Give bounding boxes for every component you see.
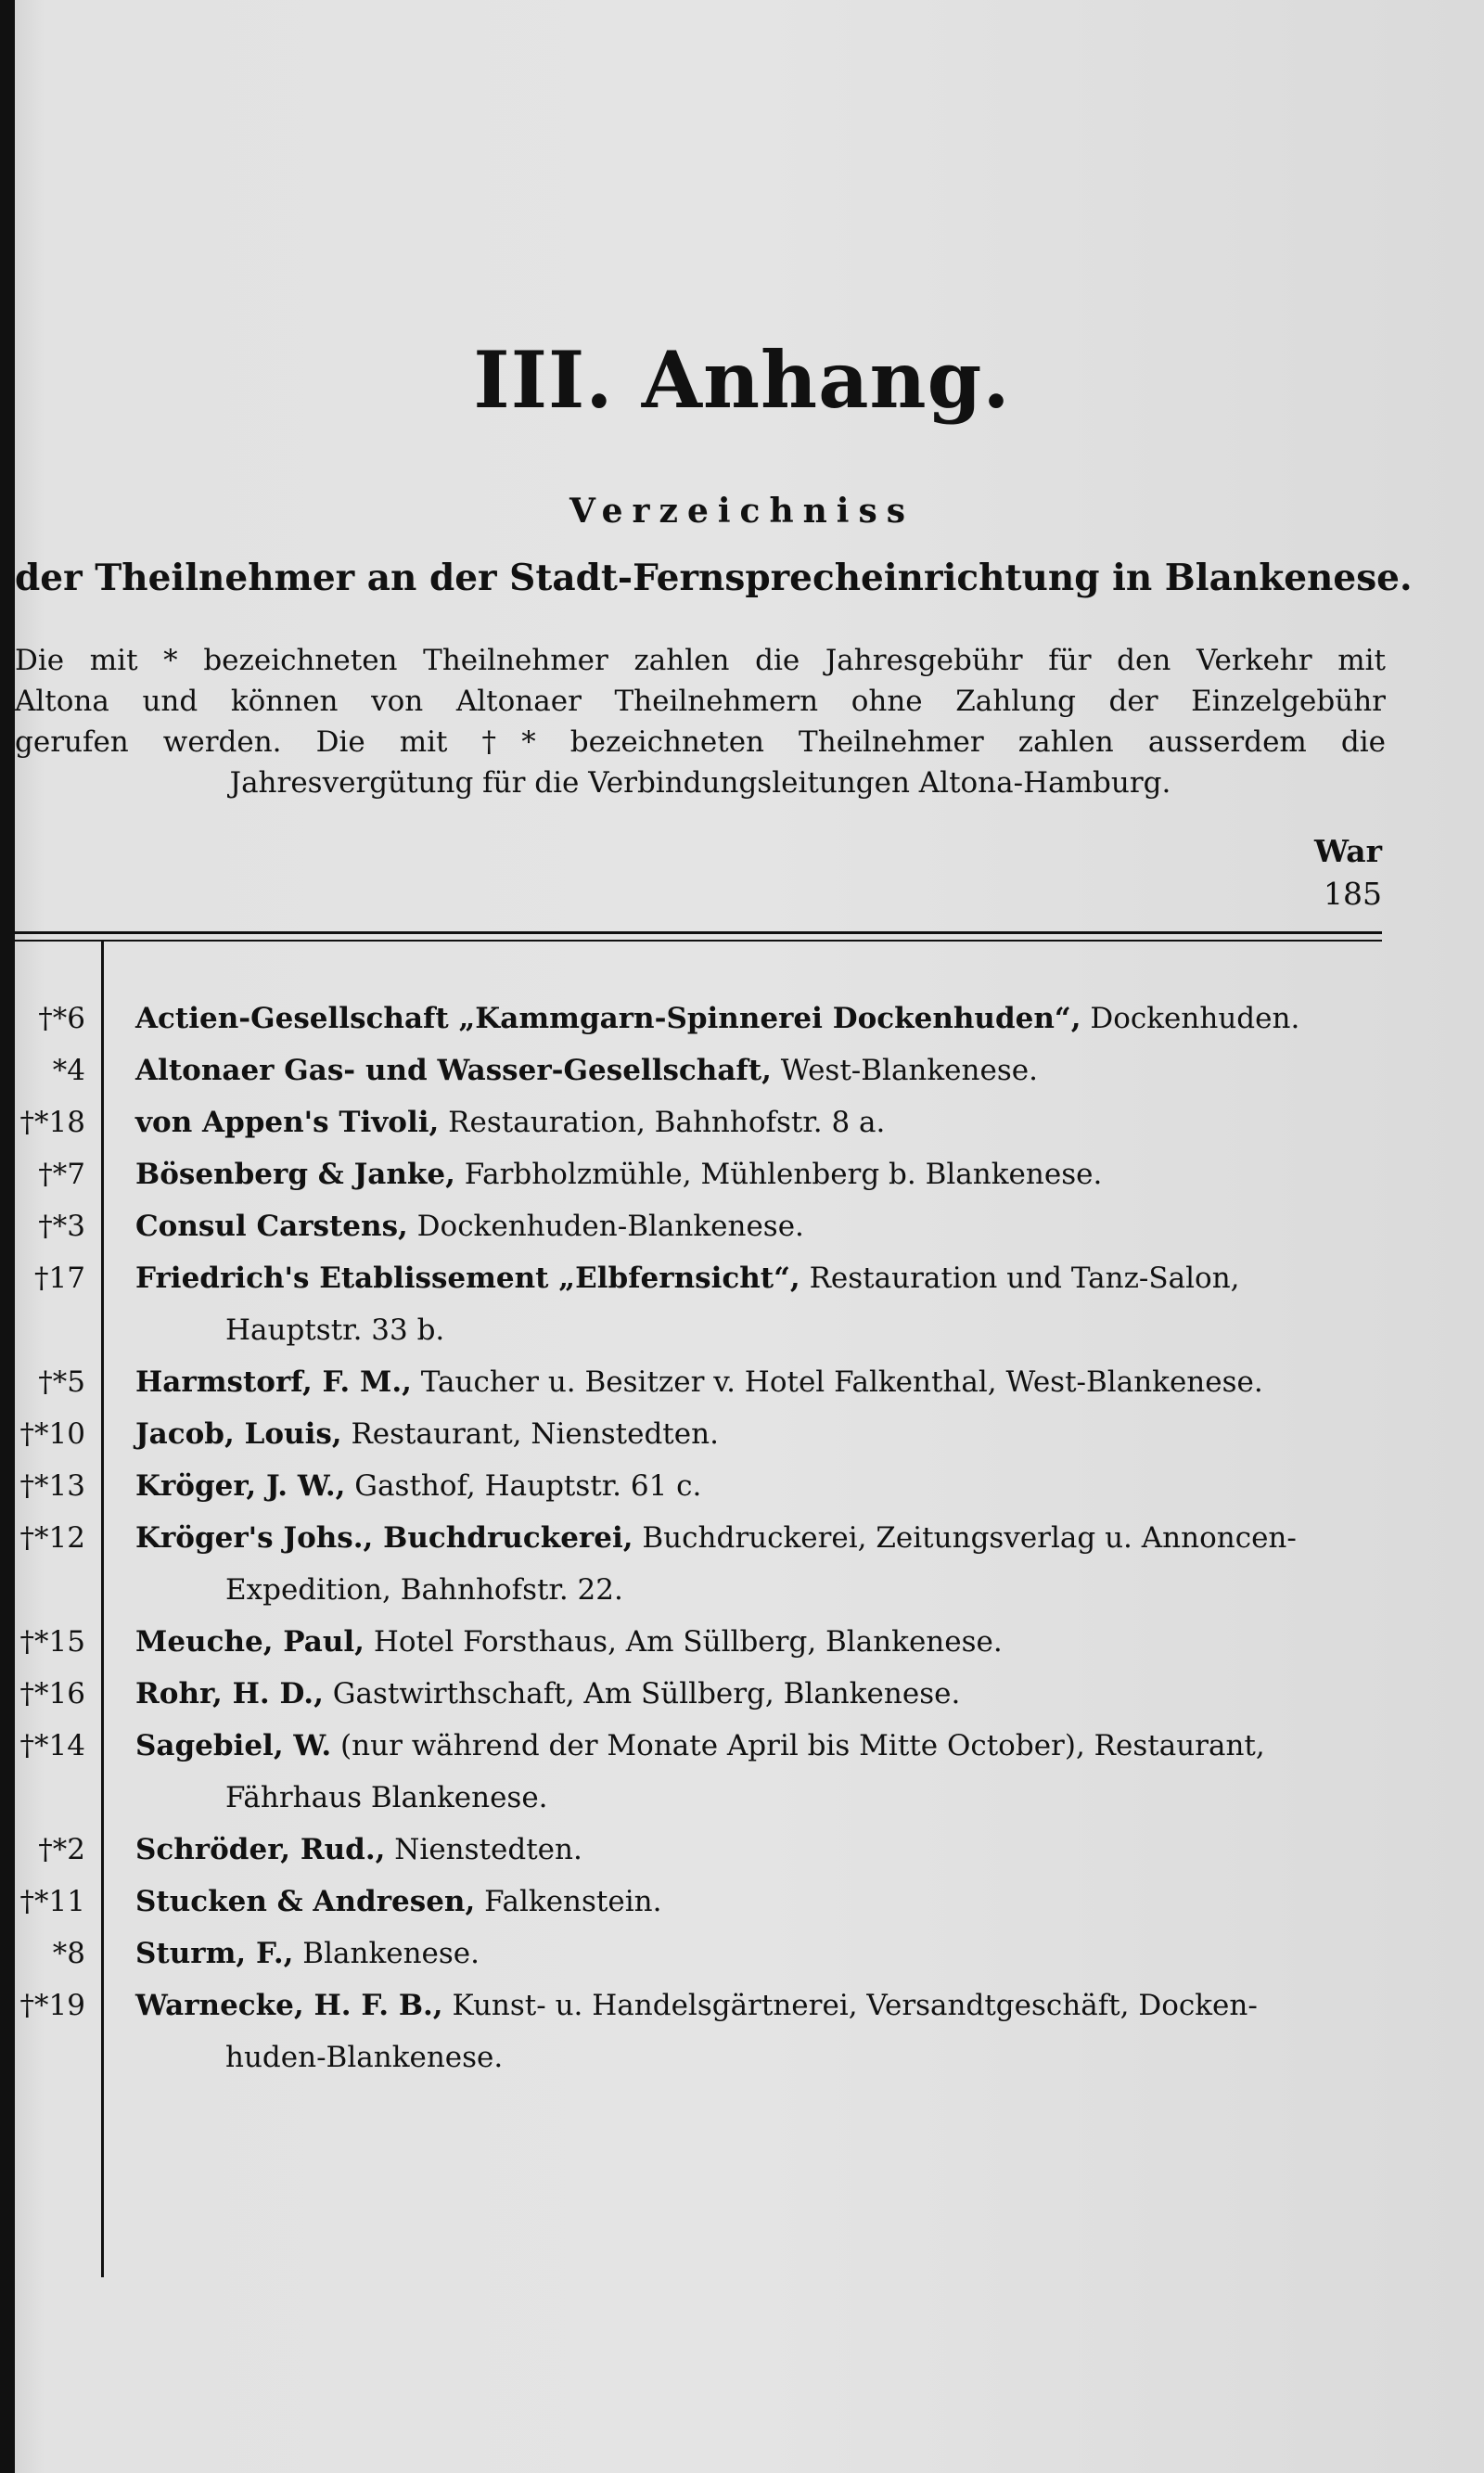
entry-number: †*18 [19,1106,85,1139]
list-item [0,1720,1484,1824]
entry-number: †*12 [19,1521,85,1555]
entry-details: Dockenhuden-Blankenese. [407,1210,804,1243]
entry-text [135,1148,1388,1200]
entry-details: Restaurant, Nienstedten. [341,1417,719,1451]
entry-text [135,1356,1388,1408]
table-top-rule [15,931,1382,934]
entry-number: *4 [52,1054,85,1087]
list-item [0,1200,1484,1252]
entry-text [135,1928,1388,1980]
entry-number: †*15 [19,1625,85,1659]
entry-name: Kröger's Johs., Buchdruckerei, [135,1521,633,1555]
entry-name: Altonaer Gas- und Wasser-Gesellschaft, [135,1054,772,1087]
entry-number: †*10 [19,1417,85,1451]
entry-name: Kröger, J. W., [135,1469,346,1503]
entry-details: Farbholzmühle, Mühlenberg b. Blankenese. [454,1158,1103,1191]
entry-name: Friedrich's Etablissement „Elbfernsicht“, [135,1262,800,1295]
entry-number: †*2 [38,1833,85,1866]
entry-number: †*16 [19,1677,85,1711]
entry-name: Bösenberg & Janke, [135,1158,455,1191]
entry-name: Sturm, F., [135,1937,294,1970]
entry-number: †*3 [38,1210,85,1243]
entry-text [135,1096,1388,1148]
entry-name: Consul Carstens, [135,1210,408,1243]
entry-continuation: Expedition, Bahnhofstr. 22. [225,1573,623,1607]
entry-text [135,1408,1388,1460]
entry-name: Sagebiel, W. [135,1729,332,1762]
entry-details: Kunst- u. Handelsgärtnerei, Versandtgeschäft, Docken- [442,1989,1258,2022]
table-top-rule-thin [15,940,1382,942]
entry-details: Dockenhuden. [1081,1002,1300,1035]
entry-name: Actien-Gesellschaft „Kammgarn-Spinnerei Dockenhuden“, [135,1002,1081,1035]
page-reference-label: War [1314,833,1382,869]
entry-number: †*5 [38,1365,85,1399]
entry-number: †*14 [19,1729,85,1762]
entry-number: †*6 [38,1002,85,1035]
entry-number: †*19 [19,1989,85,2022]
entry-text [135,1720,1388,1772]
entry-text [135,1616,1388,1668]
entry-number: *8 [52,1937,85,1970]
entry-text [135,1460,1388,1512]
entry-name: Meuche, Paul, [135,1625,365,1659]
entry-details: Gastwirthschaft, Am Süllberg, Blankenese. [323,1677,961,1711]
entry-text [135,1824,1388,1876]
entry-number: †*13 [19,1469,85,1503]
entry-name: Stucken & Andresen, [135,1885,476,1918]
list-item [0,1980,1484,2083]
entry-details: Taucher u. Besitzer v. Hotel Falkenthal, West-Blankenese. [411,1365,1263,1399]
list-item [0,1408,1484,1460]
list-item [0,1616,1484,1668]
intro-paragraph [15,640,1386,803]
entry-name: Warnecke, H. F. B., [135,1989,443,2022]
list-item [0,1148,1484,1200]
intro-line: Die mit * bezeichneten Theilnehmer zahlen die Jahresgebühr für den Verkehr mit [15,644,1386,677]
entry-name: Jacob, Louis, [135,1417,342,1451]
list-item [0,1252,1484,1356]
list-item [0,1928,1484,1980]
intro-line: Jahresvergütung für die Verbindungsleitungen Altona-Hamburg. [229,766,1171,800]
entry-name: Harmstorf, F. M., [135,1365,412,1399]
page-title: III. Anhang. [473,334,1011,426]
entry-number: †17 [34,1262,85,1295]
entry-details: Hotel Forsthaus, Am Süllberg, Blankenese. [364,1625,1003,1659]
entry-details: West-Blankenese. [771,1054,1038,1087]
page-reference-number: 185 [1324,876,1382,912]
entry-number: †*7 [38,1158,85,1191]
entry-text [135,1512,1388,1564]
list-item [0,1668,1484,1720]
list-item [0,1512,1484,1616]
list-item [0,1824,1484,1876]
list-item [0,1460,1484,1512]
entry-details: Gasthof, Hauptstr. 61 c. [345,1469,702,1503]
entry-text [135,1044,1388,1096]
entry-text [135,1200,1388,1252]
section-heading: der Theilnehmer an der Stadt-Fernsprecheinrichtung in Blankenese. [15,557,1413,599]
entry-text [135,1668,1388,1720]
page-reference [1314,830,1382,916]
intro-line: gerufen werden. Die mit †* bezeichneten Theilnehmer zahlen ausserdem die [15,725,1386,759]
entry-details: (nur während der Monate April bis Mitte October), Restaurant, [331,1729,1265,1762]
list-item [0,1356,1484,1408]
entry-name: Rohr, H. D., [135,1677,324,1711]
entry-number: †*11 [19,1885,85,1918]
entry-text [135,993,1388,1044]
entry-name: von Appen's Tivoli, [135,1106,440,1139]
entry-continuation: Hauptstr. 33 b. [225,1313,445,1347]
entry-details: Restauration und Tanz-Salon, [800,1262,1240,1295]
entry-details: Nienstedten. [385,1833,582,1866]
list-item [0,1044,1484,1096]
entry-details: Blankenese. [293,1937,480,1970]
section-subtitle: Verzeichniss [569,492,915,531]
entry-continuation: huden-Blankenese. [225,2041,504,2074]
intro-line: Altona und können von Altonaer Theilnehmern ohne Zahlung der Einzelgebühr [15,685,1386,718]
list-item [0,1096,1484,1148]
entry-text [135,1252,1388,1304]
entry-text [135,1876,1388,1928]
entry-details: Buchdruckerei, Zeitungsverlag u. Annoncen- [633,1521,1297,1555]
entry-details: Restauration, Bahnhofstr. 8 a. [439,1106,886,1139]
entry-details: Falkenstein. [475,1885,662,1918]
entry-text [135,1980,1388,2031]
entry-name: Schröder, Rud., [135,1833,386,1866]
entry-continuation: Fährhaus Blankenese. [225,1781,548,1814]
list-item [0,993,1484,1044]
list-item [0,1876,1484,1928]
